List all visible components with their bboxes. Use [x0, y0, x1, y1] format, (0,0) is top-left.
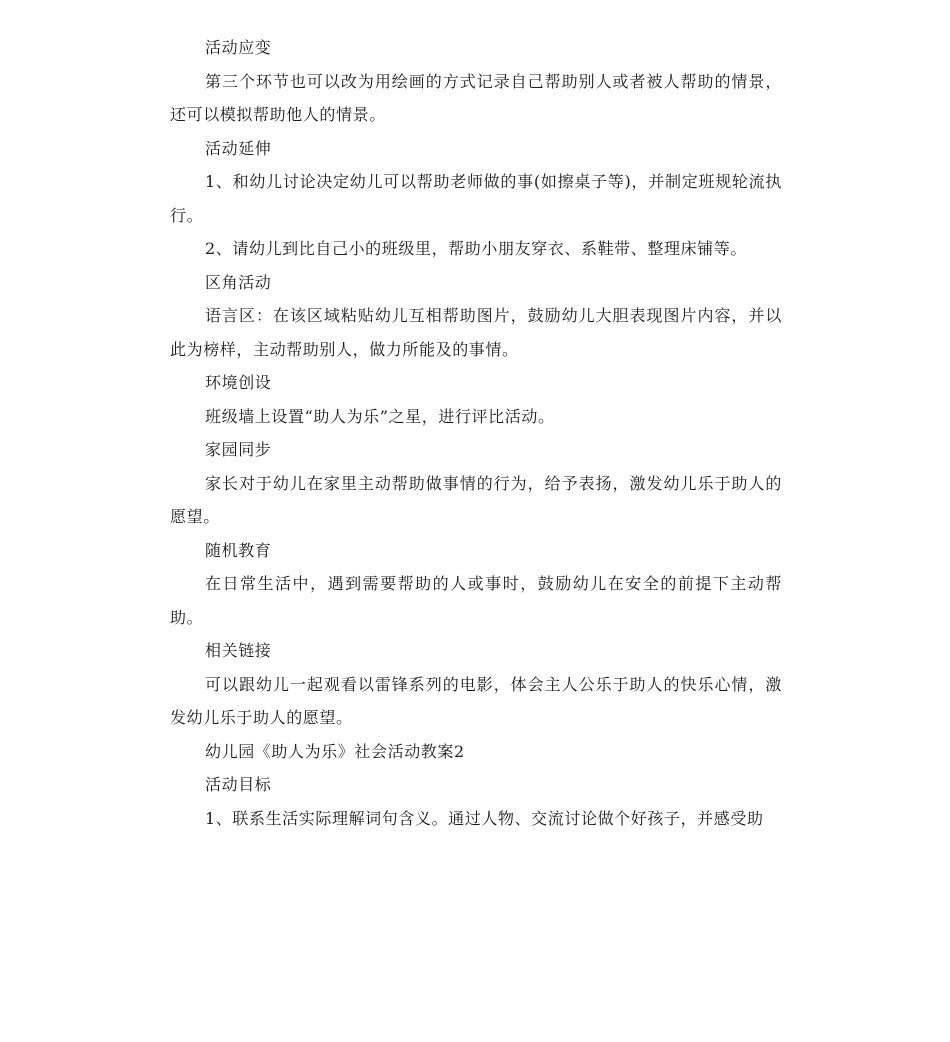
section-heading-activity-extension: 活动延伸 [205, 138, 272, 158]
paragraph-extension-item-2: 2、请幼儿到比自己小的班级里，帮助小朋友穿衣、系鞋带、整理床铺等。 [205, 239, 747, 258]
section-heading-related-links: 相关链接 [205, 641, 272, 660]
paragraph-environment: 班级墙上设置“助人为乐”之星，进行评比活动。 [205, 406, 555, 426]
paragraph-related-links: 可以跟幼儿一起观看以雷锋系列的电影，体会主人公乐于助人的快乐心情，激发幼儿乐于助人的愿望。 [170, 674, 782, 727]
section-heading-environment: 环境创设 [205, 373, 272, 392]
section-heading-home-school: 家园同步 [205, 440, 272, 459]
paragraph-random-education: 在日常生活中，遇到需要帮助的人或事时，鼓励幼儿在安全的前提下主动帮助。 [170, 574, 782, 627]
section-heading-random-education: 随机教育 [205, 540, 272, 560]
paragraph-extension-item-1: 1、和幼儿讨论决定幼儿可以帮助老师做的事(如擦桌子等)，并制定班规轮流执行。 [170, 172, 782, 225]
paragraph-home-school: 家长对于幼儿在家里主动帮助做事情的行为，给予表扬，激发幼儿乐于助人的愿望。 [170, 473, 782, 526]
paragraph-corner-activity: 语言区：在该区域粘贴幼儿互相帮助图片，鼓励幼儿大胆表现图片内容，并以此为榜样，主动帮助别人，做力所能及的事情。 [170, 306, 782, 359]
section-heading-activity-adaptation: 活动应变 [205, 38, 272, 57]
section-heading-activity-goals: 活动目标 [205, 775, 272, 794]
document-body [170, 31, 782, 835]
document-title-lesson-plan-2: 幼儿园《助人为乐》社会活动教案2 [205, 741, 465, 761]
paragraph-goal-item-1: 1、联系生活实际理解词句含义。通过人物、交流讨论做个好孩子，并感受助 [205, 808, 764, 828]
section-heading-corner-activity: 区角活动 [205, 272, 272, 292]
paragraph-adaptation-text: 第三个环节也可以改为用绘画的方式记录自己帮助别人或者被人帮助的情景，还可以模拟帮助他人的情景。 [170, 71, 782, 124]
